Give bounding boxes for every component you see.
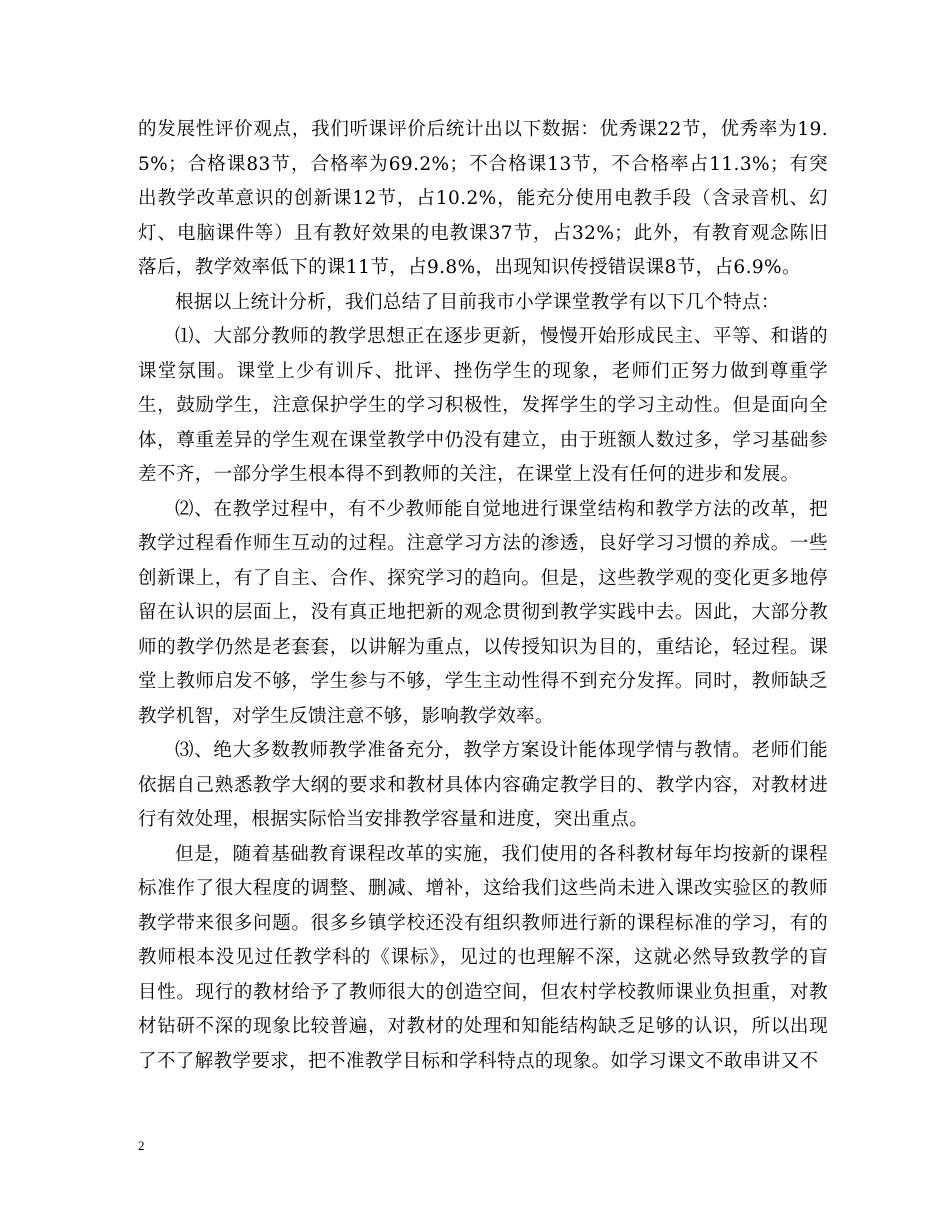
page-number: 2 [138, 1138, 145, 1153]
document-body [138, 113, 828, 1079]
paragraph-point-3: ⑶、绝大多数教师教学准备充分，教学方案设计能体现学情与教情。老师们能依据自己熟悉教学大纲的要求和教材具体内容确定教学目的、教学内容，对教材进行有效处理，根据实际恰当安排教学容量和进度，突出重点。 [138, 740, 828, 830]
paragraph-statistics: 的发展性评价观点，我们听课评价后统计出以下数据：优秀课22节，优秀率为19.5%；合格课83节，合格率为69.2%；不合格课13节，不合格率占11.3%；有突出教学改革意识的创新课12节，占10.2%，能充分使用电教手段（含录音机、幻灯、电脑课件等）且有教好效果的电教课37节，占32%；此外，有教育观念陈旧落后，教学效率低下的课11节，占9.8%，出现知识传授错误课8节，占6.9%。 [138, 119, 828, 278]
paragraph-summary-intro: 根据以上统计分析，我们总结了目前我市小学课堂教学有以下几个特点： [175, 291, 780, 313]
paragraph-point-1: ⑴、大部分教师的教学思想正在逐步更新，慢慢开始形成民主、平等、和谐的课堂氛围。课堂上少有训斥、批评、挫伤学生的现象，老师们正努力做到尊重学生，鼓励学生，注意保护学生的学习积极性，发挥学生的学习主动性。但是面向全体，尊重差异的学生观在课堂教学中仍没有建立，由于班额人数过多，学习基础参差不齐，一部分学生根本得不到教师的关注，在课堂上没有任何的进步和发展。 [138, 326, 828, 485]
paragraph-point-2: ⑵、在教学过程中，有不少教师能自觉地进行课堂结构和教学方法的改革，把教学过程看作师生互动的过程。注意学习方法的渗透，良好学习习惯的养成。一些创新课上，有了自主、合作、探究学习的趋向。但是，这些教学观的变化更多地停留在认识的层面上，没有真正地把新的观念贯彻到教学实践中去。因此，大部分教师的教学仍然是老套套，以讲解为重点，以传授知识为目的，重结论，轻过程。课堂上教师启发不够，学生参与不够，学生主动性得不到充分发挥。同时，教师缺乏教学机智，对学生反馈注意不够，影响教学效率。 [138, 498, 828, 727]
paragraph-however: 但是，随着基础教育课程改革的实施，我们使用的各科教材每年均按新的课程标准作了很大程度的调整、删减、增补，这给我们这些尚未进入课改实验区的教师教学带来很多问题。很多乡镇学校还没有组织教师进行新的课程标准的学习，有的教师根本没见过任教学科的《课标》，见过的也理解不深，这就必然导致教学的盲目性。现行的教材给予了教师很大的创造空间，但农村学校教师课业负担重，对教材钻研不深的现象比较普遍，对教材的处理和知能结构缺乏足够的认识，所以出现了不了解教学要求，把不准教学目标和学科特点的现象。如学习课文不敢串讲又不 [138, 843, 828, 1072]
